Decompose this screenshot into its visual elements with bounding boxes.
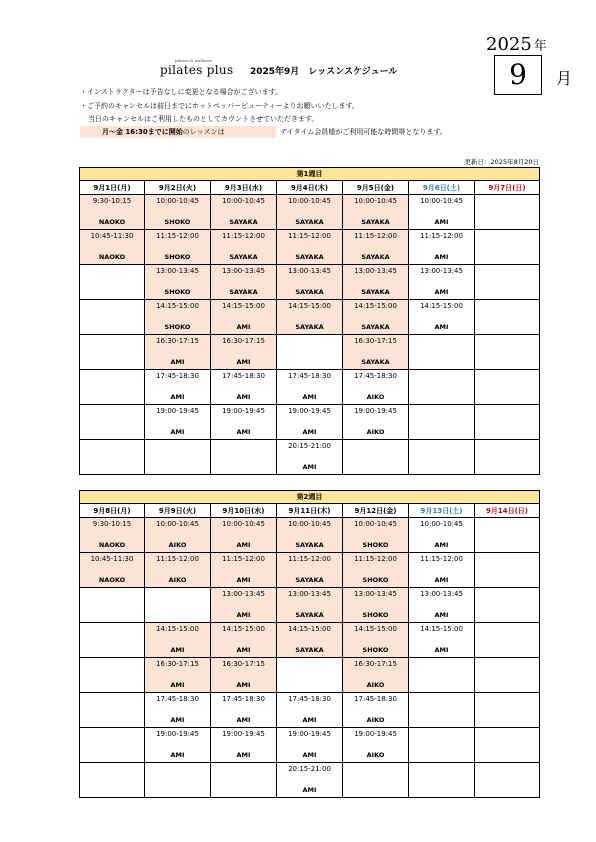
lesson-time: 14:15-15:00 <box>222 302 265 310</box>
time-slot-row <box>80 728 540 763</box>
empty-cell <box>475 518 540 553</box>
lesson-cell <box>211 588 277 623</box>
instructor-name: AIKO <box>366 751 385 759</box>
lesson-time: 17:45-18:30 <box>156 695 199 703</box>
lesson-time: 19:00-19:45 <box>354 407 397 415</box>
lesson-cell <box>343 230 409 265</box>
day-header: 9月7日(日) <box>475 181 540 195</box>
lesson-time: 13:00-13:45 <box>420 590 463 598</box>
instructor-name: NAOKO <box>98 541 126 549</box>
day-header: 9月5日(金) <box>343 181 409 195</box>
lesson-time: 10:45-11:30 <box>90 555 134 563</box>
week-1-schedule-table <box>79 167 540 475</box>
empty-cell <box>80 588 145 623</box>
week-header: 第2週目 <box>80 491 540 504</box>
lesson-time: 11:15-12:00 <box>420 232 463 240</box>
instructor-name: SHOKO <box>164 288 191 296</box>
instructor-name: AMI <box>170 358 185 366</box>
lesson-time: 10:00-10:45 <box>288 520 331 528</box>
lesson-time: 17:45-18:30 <box>288 695 331 703</box>
empty-cell <box>145 763 211 798</box>
day-header: 9月8日(月) <box>80 504 145 518</box>
note-line-3: 当日のキャンセルはご利用したものとしてカウントさせていただきます。 <box>88 115 319 123</box>
instructor-name: SAYAKA <box>295 646 324 654</box>
day-header: 9月6日(土) <box>409 181 475 195</box>
day-header: 9月3日(水) <box>211 181 277 195</box>
year-number: 2025 <box>486 34 532 55</box>
instructor-name: AMI <box>236 751 251 759</box>
empty-cell <box>80 370 145 405</box>
lesson-time: 17:45-18:30 <box>354 695 397 703</box>
lesson-time: 10:00-10:45 <box>354 520 397 528</box>
day-header: 9月12日(金) <box>343 504 409 518</box>
instructor-name: SAYAKA <box>361 253 390 261</box>
lesson-time: 10:00-10:45 <box>222 197 265 205</box>
lesson-cell <box>409 553 475 588</box>
year-kanji: 年 <box>533 39 547 54</box>
lesson-time: 13:00-13:45 <box>156 267 199 275</box>
instructor-name: SHOKO <box>362 541 389 549</box>
lesson-cell <box>277 195 343 230</box>
instructor-name: SHOKO <box>164 323 191 331</box>
lesson-cell <box>409 230 475 265</box>
lesson-time: 13:00-13:45 <box>288 267 331 275</box>
lesson-cell <box>80 518 145 553</box>
instructor-name: AMI <box>236 716 251 724</box>
lesson-cell <box>343 588 409 623</box>
lesson-time: 16:30-17:15 <box>222 337 265 345</box>
time-slot-row <box>80 588 540 623</box>
lesson-time: 11:15-12:00 <box>156 232 199 240</box>
instructor-name: SAYAKA <box>229 253 258 261</box>
empty-cell <box>475 728 540 763</box>
lesson-cell <box>277 300 343 335</box>
lesson-time: 17:45-18:30 <box>222 372 265 380</box>
lesson-cell <box>211 728 277 763</box>
lesson-time: 10:00-10:45 <box>354 197 397 205</box>
lesson-cell <box>277 693 343 728</box>
lesson-cell <box>277 763 343 798</box>
lesson-time: 13:00-13:45 <box>354 590 397 598</box>
lesson-time: 19:00-19:45 <box>222 407 265 415</box>
instructor-name: AIKO <box>168 576 187 584</box>
empty-cell <box>145 588 211 623</box>
instructor-name: AMI <box>302 393 317 401</box>
instructor-name: AIKO <box>366 393 385 401</box>
lesson-cell <box>211 195 277 230</box>
lesson-cell <box>343 195 409 230</box>
lesson-cell <box>145 693 211 728</box>
lesson-time: 14:15-15:00 <box>288 625 331 633</box>
lesson-cell <box>343 728 409 763</box>
lesson-time: 17:45-18:30 <box>288 372 331 380</box>
instructor-name: AIKO <box>366 428 385 436</box>
month-box: 9 <box>494 55 542 95</box>
lesson-cell <box>80 195 145 230</box>
lesson-time: 19:00-19:45 <box>354 730 397 738</box>
instructor-name: AMI <box>236 681 251 689</box>
instructor-name: SAYAKA <box>361 323 390 331</box>
lesson-time: 14:15-15:00 <box>288 302 331 310</box>
instructor-name: SAYAKA <box>295 576 324 584</box>
day-header: 9月10日(水) <box>211 504 277 518</box>
lesson-time: 11:15-12:00 <box>222 232 265 240</box>
empty-cell <box>80 623 145 658</box>
empty-cell <box>211 440 277 475</box>
week-2-schedule-table <box>79 490 540 798</box>
lesson-cell <box>343 370 409 405</box>
lesson-cell <box>145 265 211 300</box>
instructor-name: SAYAKA <box>229 288 258 296</box>
instructor-name: AMI <box>434 218 449 226</box>
lesson-time: 19:00-19:45 <box>156 407 199 415</box>
time-slot-row <box>80 763 540 798</box>
empty-cell <box>475 230 540 265</box>
brand-logo: pilates plus <box>160 63 234 77</box>
empty-cell <box>80 763 145 798</box>
lesson-time: 13:00-13:45 <box>222 590 265 598</box>
instructor-name: AMI <box>434 576 449 584</box>
instructor-name: AMI <box>236 646 251 654</box>
empty-cell <box>475 588 540 623</box>
lesson-time: 11:15-12:00 <box>156 555 199 563</box>
instructor-name: SAYAKA <box>295 611 324 619</box>
brand-tagline: pilates & wellness <box>175 58 213 63</box>
time-slot-row <box>80 370 540 405</box>
empty-cell <box>409 335 475 370</box>
empty-cell <box>80 335 145 370</box>
lesson-cell <box>145 553 211 588</box>
page-title: 2025年9月 レッスンスケジュール <box>250 67 398 77</box>
empty-cell <box>80 693 145 728</box>
instructor-name: AMI <box>302 463 317 471</box>
time-slot-row <box>80 335 540 370</box>
lesson-cell <box>343 405 409 440</box>
empty-cell <box>277 335 343 370</box>
lesson-cell <box>145 370 211 405</box>
lesson-cell <box>343 553 409 588</box>
lesson-time: 17:45-18:30 <box>354 372 397 380</box>
instructor-name: AMI <box>434 253 449 261</box>
lesson-cell <box>277 553 343 588</box>
instructor-name: SAYAKA <box>229 218 258 226</box>
instructor-name: AIKO <box>168 541 187 549</box>
lesson-time: 19:00-19:45 <box>288 730 331 738</box>
lesson-time: 17:45-18:30 <box>222 695 265 703</box>
instructor-name: AMI <box>236 323 251 331</box>
lesson-cell <box>145 335 211 370</box>
lesson-cell <box>343 623 409 658</box>
lesson-cell <box>211 658 277 693</box>
time-slot-row <box>80 623 540 658</box>
lesson-cell <box>343 658 409 693</box>
empty-cell <box>409 405 475 440</box>
empty-cell <box>475 300 540 335</box>
empty-cell <box>80 300 145 335</box>
instructor-name: AMI <box>236 611 251 619</box>
instructor-name: AMI <box>236 393 251 401</box>
lesson-time: 11:15-12:00 <box>288 232 331 240</box>
note-line-2: ・ご予約のキャンセルは前日までにホットペッパービューティーよりお願いいたします。 <box>80 102 359 110</box>
lesson-cell <box>211 370 277 405</box>
instructor-name: SHOKO <box>164 218 191 226</box>
lesson-cell <box>211 623 277 658</box>
time-slot-row <box>80 230 540 265</box>
empty-cell <box>80 728 145 763</box>
day-header: 9月14日(日) <box>475 504 540 518</box>
instructor-name: AMI <box>302 716 317 724</box>
empty-cell <box>475 195 540 230</box>
lesson-time: 11:15-12:00 <box>222 555 265 563</box>
empty-cell <box>475 693 540 728</box>
lesson-time: 16:30-17:15 <box>156 660 199 668</box>
lesson-time: 11:15-12:00 <box>288 555 331 563</box>
lesson-cell <box>277 440 343 475</box>
empty-cell <box>211 763 277 798</box>
empty-cell <box>475 440 540 475</box>
empty-cell <box>475 623 540 658</box>
lesson-time: 11:15-12:00 <box>420 555 463 563</box>
lesson-time: 14:15-15:00 <box>156 625 199 633</box>
lesson-cell <box>409 300 475 335</box>
empty-cell <box>80 265 145 300</box>
empty-cell <box>409 693 475 728</box>
lesson-time: 10:00-10:45 <box>156 197 199 205</box>
lesson-cell <box>277 265 343 300</box>
lesson-cell <box>277 518 343 553</box>
lesson-cell <box>145 405 211 440</box>
empty-cell <box>409 763 475 798</box>
instructor-name: AMI <box>302 751 317 759</box>
time-slot-row <box>80 693 540 728</box>
month-kanji: 月 <box>556 69 573 88</box>
lesson-cell <box>343 265 409 300</box>
lesson-cell <box>145 623 211 658</box>
instructor-name: SAYAKA <box>295 323 324 331</box>
lesson-cell <box>409 195 475 230</box>
instructor-name: SHOKO <box>362 576 389 584</box>
lesson-cell <box>277 370 343 405</box>
lesson-cell <box>80 230 145 265</box>
instructor-name: AMI <box>170 646 185 654</box>
empty-cell <box>475 265 540 300</box>
lesson-time: 10:45-11:30 <box>90 232 134 240</box>
daytime-highlight-rest: のレッスンは <box>182 128 225 136</box>
day-header: 9月11日(木) <box>277 504 343 518</box>
time-slot-row <box>80 405 540 440</box>
instructor-name: AMI <box>170 393 185 401</box>
empty-cell <box>80 440 145 475</box>
empty-cell <box>80 405 145 440</box>
instructor-name: AMI <box>434 611 449 619</box>
lesson-time: 14:15-15:00 <box>156 302 199 310</box>
lesson-cell <box>211 553 277 588</box>
lesson-time: 19:00-19:45 <box>156 730 199 738</box>
empty-cell <box>475 763 540 798</box>
lesson-time: 14:15-15:00 <box>222 625 265 633</box>
instructor-name: SHOKO <box>164 253 191 261</box>
day-header: 9月4日(木) <box>277 181 343 195</box>
time-slot-row <box>80 265 540 300</box>
lesson-time: 13:00-13:45 <box>420 267 463 275</box>
instructor-name: SAYAKA <box>295 288 324 296</box>
lesson-cell <box>277 405 343 440</box>
empty-cell <box>343 440 409 475</box>
instructor-name: AMI <box>302 786 317 794</box>
instructor-name: SAYAKA <box>295 253 324 261</box>
lesson-cell <box>211 265 277 300</box>
lesson-time: 11:15-12:00 <box>354 555 397 563</box>
instructor-name: NAOKO <box>98 576 126 584</box>
lesson-cell <box>211 518 277 553</box>
lesson-time: 14:15-15:00 <box>420 302 463 310</box>
lesson-time: 13:00-13:45 <box>222 267 265 275</box>
lesson-cell <box>145 300 211 335</box>
empty-cell <box>409 440 475 475</box>
day-header: 9月2日(火) <box>145 181 211 195</box>
lesson-cell <box>343 693 409 728</box>
time-slot-row <box>80 658 540 693</box>
lesson-time: 14:15-15:00 <box>354 302 397 310</box>
empty-cell <box>475 658 540 693</box>
lesson-cell <box>145 230 211 265</box>
instructor-name: SAYAKA <box>295 541 324 549</box>
instructor-name: AMI <box>236 541 251 549</box>
time-slot-row <box>80 300 540 335</box>
lesson-cell <box>409 265 475 300</box>
lesson-cell <box>277 588 343 623</box>
note-line-4: デイタイム会員様がご利用可能な時間帯となります。 <box>280 128 447 136</box>
instructor-name: AIKO <box>366 681 385 689</box>
instructor-name: AMI <box>170 751 185 759</box>
lesson-time: 19:00-19:45 <box>222 730 265 738</box>
lesson-time: 16:30-17:15 <box>354 660 397 668</box>
empty-cell <box>145 440 211 475</box>
lesson-time: 16:30-17:15 <box>222 660 265 668</box>
time-slot-row <box>80 195 540 230</box>
day-header: 9月9日(火) <box>145 504 211 518</box>
lesson-cell <box>409 588 475 623</box>
empty-cell <box>277 658 343 693</box>
empty-cell <box>80 658 145 693</box>
lesson-cell <box>145 658 211 693</box>
lesson-cell <box>277 623 343 658</box>
updated-date: 更新日：2025年8月20日 <box>464 158 539 166</box>
instructor-name: AMI <box>170 716 185 724</box>
lesson-cell <box>343 518 409 553</box>
lesson-time: 11:15-12:00 <box>354 232 397 240</box>
lesson-time: 10:00-10:45 <box>420 197 463 205</box>
lesson-time: 10:00-10:45 <box>420 520 463 528</box>
lesson-time: 9:30-10:15 <box>92 197 132 205</box>
lesson-time: 13:00-13:45 <box>288 590 331 598</box>
lesson-time: 16:30-17:15 <box>354 337 397 345</box>
instructor-name: AMI <box>302 428 317 436</box>
lesson-cell <box>343 335 409 370</box>
instructor-name: AMI <box>236 358 251 366</box>
lesson-cell <box>409 623 475 658</box>
instructor-name: AMI <box>434 541 449 549</box>
lesson-time: 19:00-19:45 <box>288 407 331 415</box>
empty-cell <box>343 763 409 798</box>
empty-cell <box>475 335 540 370</box>
time-slot-row <box>80 553 540 588</box>
week-header: 第1週目 <box>80 168 540 181</box>
lesson-time: 9:30-10:15 <box>92 520 132 528</box>
lesson-time: 10:00-10:45 <box>288 197 331 205</box>
lesson-time: 13:00-13:45 <box>354 267 397 275</box>
empty-cell <box>409 658 475 693</box>
instructor-name: AIKO <box>366 716 385 724</box>
instructor-name: AMI <box>236 428 251 436</box>
instructor-name: NAOKO <box>98 253 126 261</box>
lesson-time: 14:15-15:00 <box>354 625 397 633</box>
empty-cell <box>409 370 475 405</box>
lesson-cell <box>409 518 475 553</box>
instructor-name: AMI <box>434 288 449 296</box>
empty-cell <box>475 553 540 588</box>
lesson-cell <box>145 518 211 553</box>
lesson-time: 10:00-10:45 <box>156 520 199 528</box>
lesson-time: 20:15-21:00 <box>288 442 331 450</box>
instructor-name: SAYAKA <box>361 288 390 296</box>
daytime-highlight-bold: 月～金 16:30までに開始 <box>102 128 183 136</box>
instructor-name: SAYAKA <box>295 218 324 226</box>
instructor-name: SHOKO <box>362 646 389 654</box>
lesson-time: 16:30-17:15 <box>156 337 199 345</box>
instructor-name: SAYAKA <box>361 358 390 366</box>
instructor-name: AMI <box>434 323 449 331</box>
lesson-cell <box>80 553 145 588</box>
lesson-cell <box>343 300 409 335</box>
empty-cell <box>409 728 475 763</box>
lesson-cell <box>211 405 277 440</box>
lesson-time: 10:00-10:45 <box>222 520 265 528</box>
lesson-cell <box>211 300 277 335</box>
day-header: 9月1日(月) <box>80 181 145 195</box>
lesson-time: 20:15-21:00 <box>288 765 331 773</box>
day-header: 9月13日(土) <box>409 504 475 518</box>
instructor-name: AMI <box>170 428 185 436</box>
lesson-cell <box>211 693 277 728</box>
daytime-highlight <box>80 126 276 138</box>
lesson-time: 14:15-15:00 <box>420 625 463 633</box>
instructor-name: AMI <box>236 576 251 584</box>
note-line-1: ・インストラクターは予告なしに変更となる場合がございます。 <box>80 88 283 96</box>
lesson-cell <box>211 335 277 370</box>
time-slot-row <box>80 440 540 475</box>
instructor-name: SAYAKA <box>361 218 390 226</box>
lesson-cell <box>145 195 211 230</box>
lesson-cell <box>277 230 343 265</box>
empty-cell <box>475 405 540 440</box>
lesson-cell <box>211 230 277 265</box>
lesson-cell <box>277 728 343 763</box>
time-slot-row <box>80 518 540 553</box>
lesson-cell <box>145 728 211 763</box>
instructor-name: SHOKO <box>362 611 389 619</box>
instructor-name: AMI <box>170 681 185 689</box>
instructor-name: NAOKO <box>98 218 126 226</box>
empty-cell <box>475 370 540 405</box>
instructor-name: AMI <box>434 646 449 654</box>
lesson-time: 17:45-18:30 <box>156 372 199 380</box>
year-label <box>486 34 547 55</box>
